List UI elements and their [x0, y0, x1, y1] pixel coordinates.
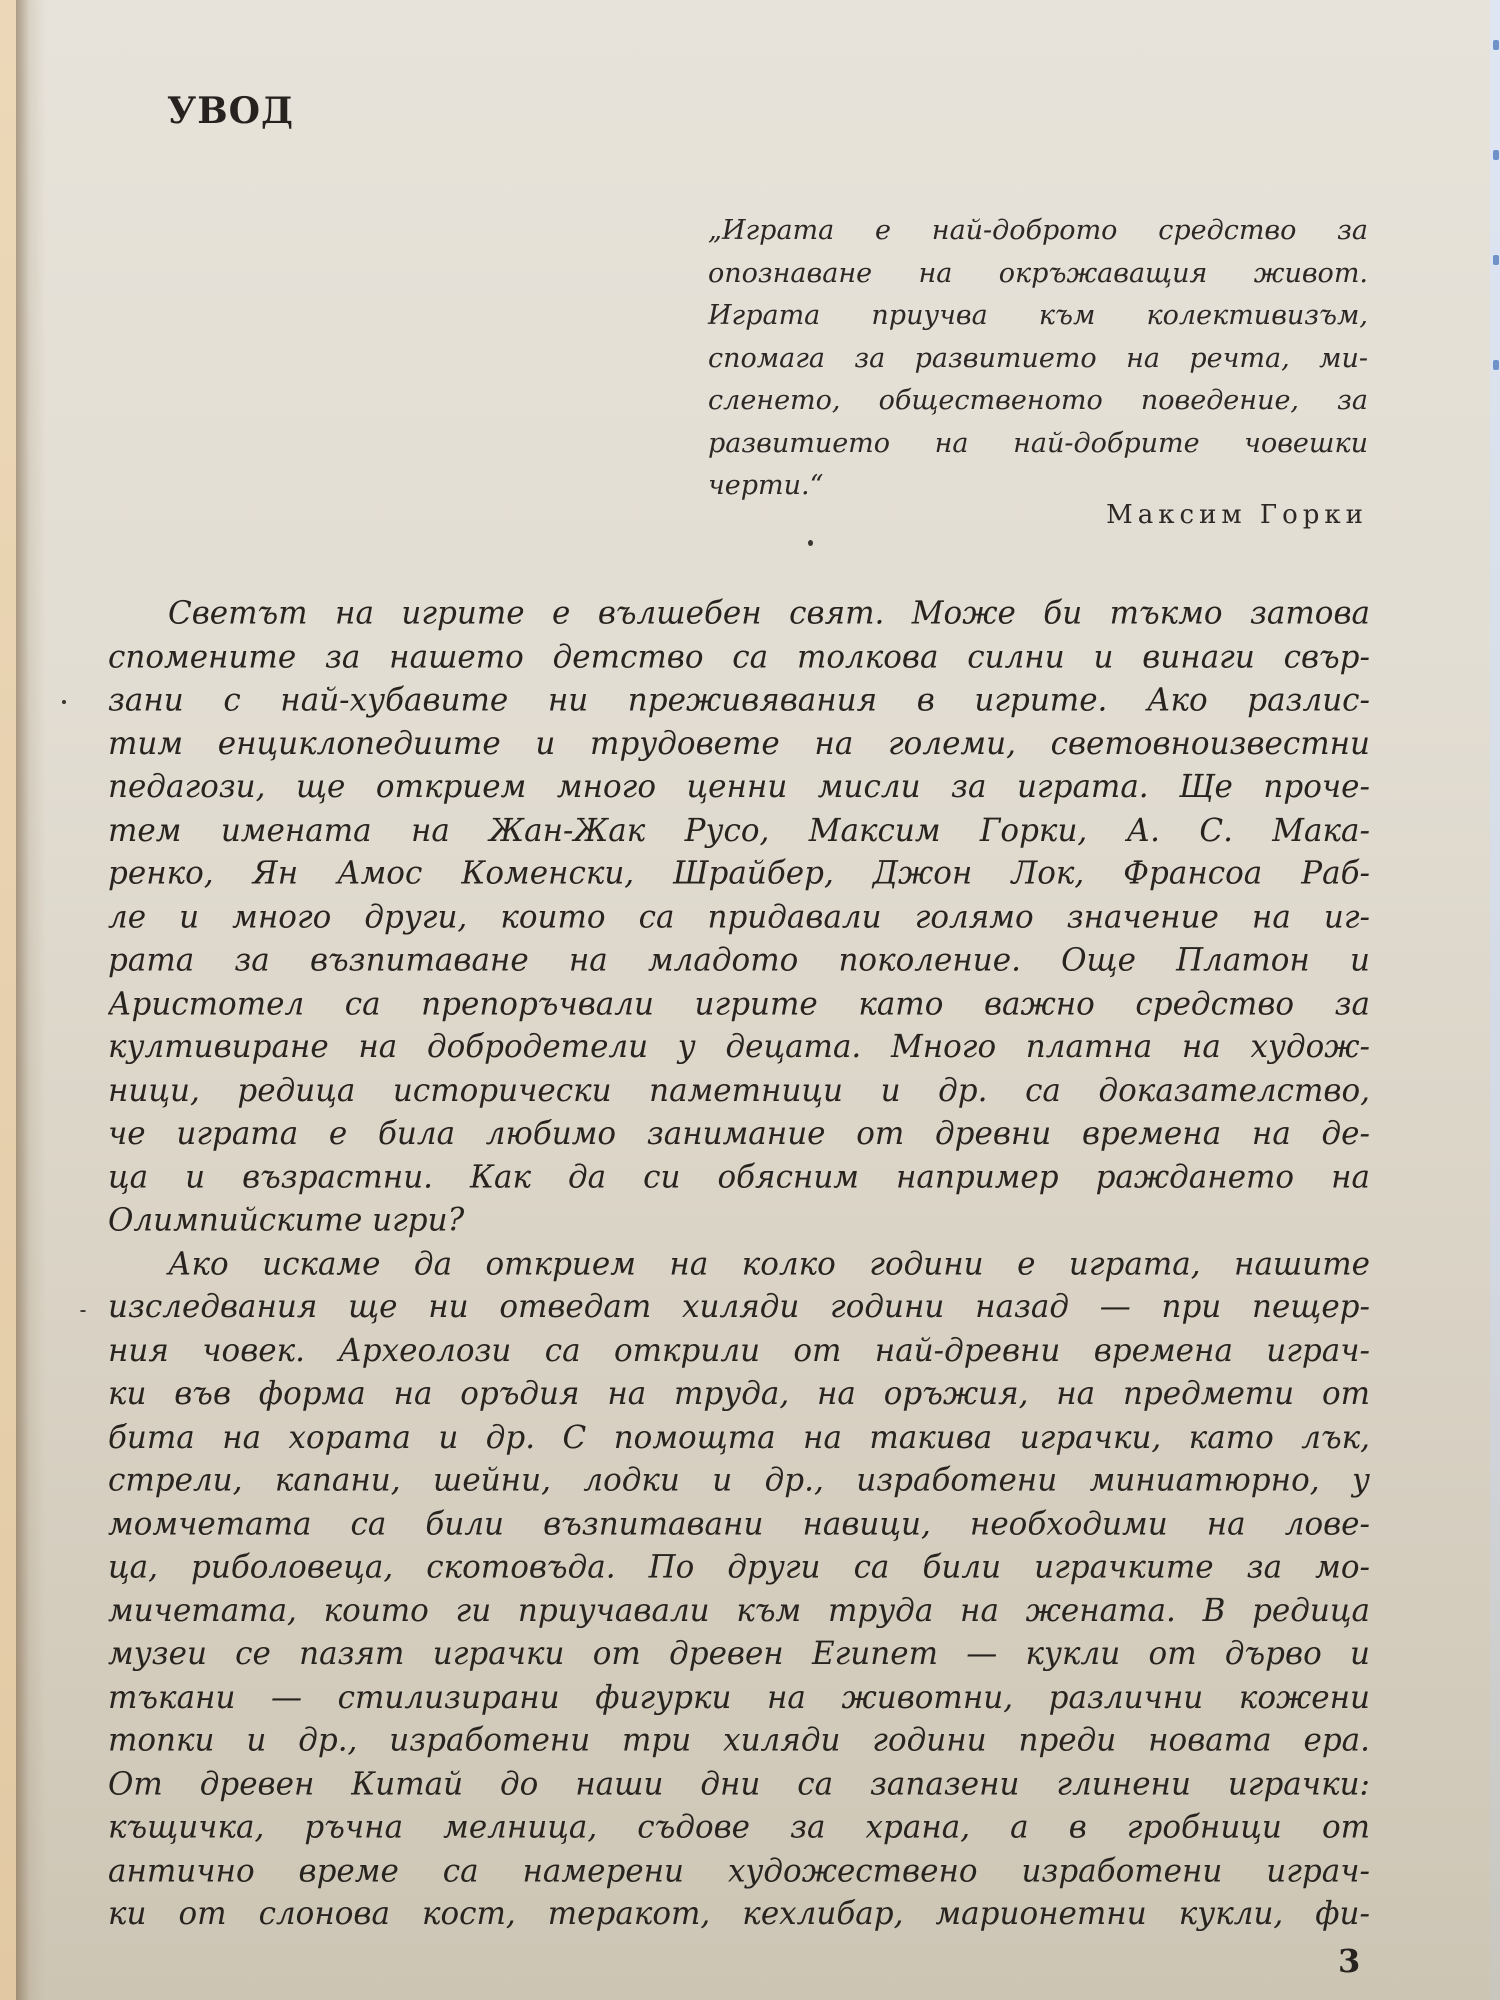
edge-mark	[1493, 360, 1499, 370]
body-line: ници, редица исторически паметници и др. са доказателство,	[108, 1071, 1370, 1109]
epigraph-line: опознаване на окръжаващия живот.	[708, 257, 1368, 289]
body-line: тъкани — стилизирани фигурки на животни, различни кожени	[108, 1678, 1370, 1716]
body-line: мичетата, които ги приучавали към труда на жената. В редица	[108, 1592, 1370, 1629]
body-text	[108, 592, 1370, 1936]
epigraph-line: развитието на най-добрите човешки	[708, 427, 1368, 459]
page-number: 3	[1338, 1942, 1361, 1980]
body-line: тем имената на Жан-Жак Русо, Максим Горки, А. С. Мака-	[108, 811, 1370, 849]
body-line: стрели, капани, шейни, лодки и др., изработени миниатюрно, у	[108, 1462, 1370, 1499]
ink-speck	[62, 700, 66, 704]
body-line: антично време са намерени художествено изработени играч-	[108, 1852, 1370, 1889]
body-line: ца, риболовеца, скотовъда. По други са били играчките за мо-	[108, 1548, 1370, 1586]
body-line: От древен Китай до наши дни са запазени глинени играчки:	[108, 1765, 1370, 1803]
epigraph-line: сленето, общественото поведение, за	[708, 385, 1368, 416]
body-line: изследвания ще ни отведат хиляди години назад — при пещер-	[108, 1288, 1370, 1326]
body-line: тим енциклопедиите и трудовете на големи, световноизвестни	[108, 725, 1370, 762]
page-edge-left	[0, 0, 16, 2000]
chapter-heading: УВОД	[167, 90, 295, 132]
body-line: педагози, ще открием много ценни мисли за играта. Ще проче-	[108, 768, 1370, 806]
body-line: къщичка, ръчна мелница, съдове за храна, а в гробници от	[108, 1808, 1370, 1846]
epigraph-line: черти.“	[708, 470, 824, 501]
body-line: ния човек. Археолози са открили от най-древни времена играч-	[108, 1332, 1370, 1369]
edge-mark	[1493, 40, 1499, 50]
ink-speck	[80, 1310, 86, 1312]
epigraph-line: „Играта е най-доброто средство за	[708, 215, 1368, 246]
body-line: Светът на игрите е вълшебен свят. Може би тъкмо затова	[168, 595, 1370, 632]
body-line: момчетата са били възпитавани навици, необходими на лове-	[108, 1505, 1370, 1543]
epigraph-line: Играта приучва към колективизъм,	[708, 300, 1368, 331]
body-line: Олимпийските игри?	[108, 1201, 465, 1239]
body-line: музеи се пазят играчки от древен Египет — кукли от дърво и	[108, 1635, 1370, 1673]
book-gutter-shadow	[16, 0, 46, 2000]
body-line: спомените за нашето детство са толкова силни и винаги свър-	[108, 638, 1370, 676]
body-line: ки от слонова кост, теракот, кехлибар, марионетни кукли, фи-	[108, 1895, 1370, 1933]
body-line: култивиране на добродетели у децата. Много платна на худож-	[108, 1028, 1370, 1066]
epigraph-author: Максим Горки	[1106, 500, 1368, 530]
ink-speck	[808, 540, 813, 546]
epigraph	[708, 210, 1368, 508]
body-line: ки във форма на оръдия на труда, на оръжия, на предмети от	[108, 1375, 1370, 1413]
body-line: ренко, Ян Амос Коменски, Шрайбер, Джон Лок, Франсоа Раб-	[108, 855, 1370, 892]
edge-mark	[1493, 150, 1499, 160]
page-edge-right	[1490, 0, 1500, 2000]
body-line: бита на хората и др. С помощта на такива играчки, като лък,	[108, 1418, 1370, 1456]
body-line: Аристотел са препоръчвали игрите като важно средство за	[108, 985, 1370, 1022]
body-line: Ако искаме да открием на колко години е играта, нашите	[168, 1245, 1370, 1283]
body-line: че играта е била любимо занимание от древни времена на де-	[108, 1115, 1370, 1152]
body-line: ца и възрастни. Как да си обясним например раждането на	[108, 1158, 1370, 1196]
epigraph-line: спомага за развитието на речта, ми-	[708, 342, 1368, 374]
edge-mark	[1493, 255, 1499, 265]
body-line: ле и много други, които са придавали голямо значение на иг-	[108, 898, 1370, 936]
body-line: рата за възпитаване на младото поколение. Още Платон и	[108, 941, 1370, 979]
body-line: топки и др., изработени три хиляди години преди новата ера.	[108, 1722, 1370, 1759]
body-line: зани с най-хубавите ни преживявания в игрите. Ако разлис-	[108, 681, 1370, 719]
